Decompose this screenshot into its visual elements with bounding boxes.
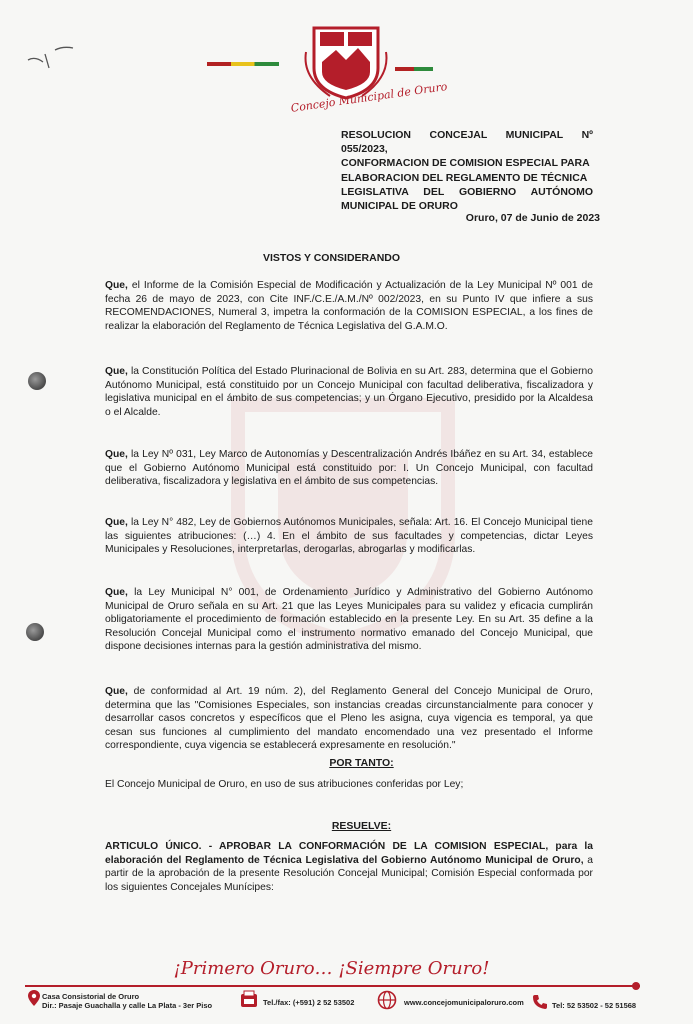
address-line: Dir.: Pasaje Guachalla y calle La Plata - 3er Piso [42, 1001, 213, 1010]
heading-line: CONFORMACION DE COMISION ESPECIAL PARA [341, 157, 590, 170]
phone-icon [532, 994, 548, 1010]
footer-address [42, 992, 212, 1010]
paragraph-lead: Que, [105, 366, 128, 377]
heading-line: MUNICIPAL DE ORURO [341, 200, 458, 213]
considerando-paragraph [105, 365, 593, 419]
paragraph-lead: Que, [105, 686, 128, 697]
paragraph-lead: Que, [105, 280, 128, 291]
vistos-title: VISTOS Y CONSIDERANDO [262, 252, 401, 264]
considerando-paragraph [105, 586, 593, 654]
paragraph-text: la Constitución Política del Estado Plurinacional de Bolivia en su Art. 283, determina que el Gobierno Autónomo Municipal, está constituido por un Concejo Municipal con facultad deliberativa, fiscalizadora y legislativa municipal en el ámbito de sus competencias; y un Órgano Ejecutivo, presidido por la Alcaldesa o el Alcalde. [105, 366, 593, 418]
footer-phone-fax: Tel./fax: (+591) 2 52 53502 [263, 998, 355, 1007]
svg-text:Concejo Municipal de Oruro: Concejo Municipal de Oruro [289, 80, 449, 115]
paragraph-text: la Ley Municipal N° 001, de Ordenamiento Jurídico y Administrativo del Gobierno Autónomo Municipal de Oruro señala en su Art. 21 que las Leyes Municipales para su validez y eficacia cumplirán obligatoriamente el procedimiento de formación establecido en la presente Ley. En su Art. 35 define a la Resolución Concejal Municipal como el instrumento normativo emanado del Concejo Municipal, que dispone decisiones internas para la gestión administrativa del mismo. [105, 587, 593, 653]
council-name-script [282, 72, 449, 124]
footer-website-link[interactable]: www.concejomunicipaloruro.com [404, 998, 524, 1007]
flag-stripe-left [207, 62, 279, 66]
handwritten-mark-icon [25, 42, 80, 72]
punch-hole-icon [26, 623, 44, 641]
address-line: Casa Consistorial de Oruro [42, 992, 140, 1001]
considerando-paragraph [105, 448, 593, 489]
resuelve-title: RESUELVE: [331, 820, 392, 832]
paragraph-text: de conformidad al Art. 19 núm. 2), del Reglamento General del Concejo Municipal de Oruro, determina que las "Comisiones Especiales, son instancias creadas circunstancialmente para conocer y desarrollar casos concretos y específicos que el Pleno les asigna, cuya vigencia es temporal, ya que cesan sus funciones al cumplimiento del mandato encomendado una vez presentado el Informe correspondiente, cuya vigencia se establecerá expresamente en resolución." [105, 686, 593, 752]
paragraph-lead: Que, [105, 587, 128, 598]
document-date: Oruro, 07 de Junio de 2023 [465, 212, 600, 224]
fax-icon [240, 990, 258, 1008]
article-text: a partir de la aprobación de la presente Resolución Concejal Municipal; Comisión Especial conformada por los siguientes Concejales Munícipes: [105, 854, 593, 893]
footer-slogan: ¡Primero Oruro… ¡Siempre Oruro! [173, 958, 490, 979]
globe-icon [377, 990, 397, 1010]
heading-line: RESOLUCION CONCEJAL MUNICIPAL Nº 055/2023, [341, 129, 593, 156]
footer-divider [25, 985, 640, 987]
por-tanto-text: El Concejo Municipal de Oruro, en uso de sus atribuciones conferidas por Ley; [105, 779, 464, 790]
paragraph-text: el Informe de la Comisión Especial de Modificación y Actualización de la Ley Municipal Nº 001 de fecha 26 de mayo de 2023, con Cite INF./C.E./A.M./Nº 002/2023, en su Punto IV que infiere a sus RECOMENDACIONES, Numeral 3, impetra la conformación de la COMISION ESPECIAL, a los fines de realizar la elaboración del Reglamento de Técnica Legislativa del G.A.M.O. [105, 280, 593, 332]
heading-line: LEGISLATIVA DEL GOBIERNO AUTÓNOMO [341, 185, 593, 198]
paragraph-lead: Que, [105, 517, 128, 528]
punch-hole-icon [28, 372, 46, 390]
heading-line: ELABORACION DEL REGLAMENTO DE TÉCNICA [341, 171, 588, 184]
footer-telephone: Tel: 52 53502 - 52 51568 [552, 1001, 637, 1010]
resolution-heading [341, 128, 593, 213]
considerando-paragraph [105, 516, 593, 557]
paragraph-text: la Ley Nº 031, Ley Marco de Autonomías y Descentralización Andrés Ibáñez en su Art. 34, establece que el Gobierno Autónomo Municipal está constituido por: I. Un Concejo Municipal, con facultad deliberativa, fiscalizadora y legislativa en el ámbito de sus competencias. [105, 449, 593, 488]
paragraph-lead: Que, [105, 449, 128, 460]
por-tanto-title: POR TANTO: [329, 757, 394, 769]
location-pin-icon [28, 990, 40, 1006]
paragraph-text: la Ley N° 482, Ley de Gobiernos Autónomos Municipales, señala: Art. 16. El Concejo Municipal tiene las siguientes atribuciones: (…) 4. En el ámbito de sus facultades y competencias, dictar Leyes Municipales y Resoluciones, interpretarlas, derogarlas, abrogarlas y modificarlas. [105, 517, 593, 556]
considerando-paragraph [105, 685, 593, 753]
considerando-paragraph [105, 279, 593, 333]
article-bold-text: ARTICULO ÚNICO. - APROBAR LA CONFORMACIÓN DE LA COMISION ESPECIAL, para la elaboración del Reglamento de Técnica Legislativa del Gobierno Autónomo Municipal de Oruro, [105, 841, 593, 866]
flag-stripe-right [395, 67, 433, 71]
resuelve-article [105, 840, 593, 894]
